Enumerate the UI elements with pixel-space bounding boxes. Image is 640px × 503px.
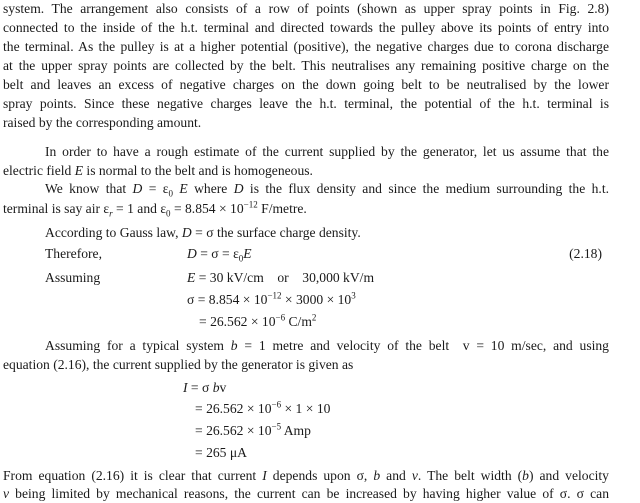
text: terminal is say air ε xyxy=(3,201,110,216)
label: Therefore, xyxy=(45,246,102,261)
var: D xyxy=(132,181,143,196)
text: = 30 kV/cm or 30,000 kV/m xyxy=(195,270,375,285)
text-line xyxy=(45,180,609,198)
text: = 26.562 × 10 xyxy=(199,314,276,329)
sup: 2 xyxy=(311,312,317,323)
text: We know that xyxy=(45,181,133,196)
text: = σ the surface charge density. xyxy=(191,225,361,240)
text: is normal to the belt and is homogeneous. xyxy=(83,163,313,178)
sup: −6 xyxy=(275,312,286,323)
text: σ = 8.854 × 10 xyxy=(187,292,268,307)
label: Assuming xyxy=(45,270,101,285)
var: E xyxy=(187,270,196,285)
text-line: at the upper spray points are collected by the belt. This neutralises any remaining positive charge on the xyxy=(3,58,609,73)
var: b xyxy=(230,338,238,353)
text: and xyxy=(380,468,412,483)
sub: 0 xyxy=(238,253,244,264)
text-line: raised by the corresponding amount. xyxy=(3,115,202,130)
equation xyxy=(183,379,226,397)
text-line xyxy=(3,485,609,503)
text-line: system. The arrangement also consists of a row of points (shown as upper spray points in Fig. 2.8) xyxy=(3,1,609,16)
text-line: In order to have a rough estimate of the current supplied by the generator, let us assume that the xyxy=(45,144,609,159)
text: = 26.562 × 10 xyxy=(195,401,272,416)
equation xyxy=(187,269,374,287)
text-line: the terminal. As the pulley is at a higher potential (positive), the negative charges due to corona discharge xyxy=(3,39,609,54)
sub: 0 xyxy=(166,208,171,219)
var: D xyxy=(233,181,244,196)
var: b xyxy=(373,468,381,483)
var: E xyxy=(173,181,188,196)
text: = 1 metre and velocity of the belt v = 10 m/sec, and using xyxy=(237,338,609,353)
text: depends upon σ, xyxy=(266,468,374,483)
text-line xyxy=(3,467,609,485)
sup: −12 xyxy=(267,290,282,301)
sup: −5 xyxy=(271,421,282,432)
text-line xyxy=(3,162,609,180)
text-line: connected to the inside of the h.t. terminal and directed towards the pulley above its points of entry into xyxy=(3,20,609,35)
text: . The belt width ( xyxy=(417,468,523,483)
var: v xyxy=(3,486,10,501)
text: C/m xyxy=(285,314,312,329)
var: v xyxy=(411,468,418,483)
var: E xyxy=(74,163,84,178)
var: I xyxy=(183,380,188,395)
text: Amp xyxy=(281,423,311,438)
var: D xyxy=(187,246,197,261)
text-line xyxy=(3,200,609,218)
equation: = 265 μA xyxy=(195,445,247,460)
text: = σ xyxy=(187,380,213,395)
text: being limited by mechanical reasons, the current can be increased by having higher value of σ. σ can xyxy=(9,486,609,501)
text: = 1 and ε xyxy=(112,201,167,216)
text: ) and velocity xyxy=(528,468,609,483)
sup: 3 xyxy=(351,290,356,301)
text: = σ = ε xyxy=(196,246,239,261)
text: where xyxy=(187,181,234,196)
text: × 1 × 10 xyxy=(281,401,331,416)
text-line xyxy=(45,224,361,242)
text: From equation (2.16) it is clear that current xyxy=(3,468,263,483)
equation-number: (2.18) xyxy=(569,246,602,261)
var: E xyxy=(243,246,252,261)
var: b xyxy=(212,380,220,395)
text: electric field xyxy=(3,163,75,178)
text-line xyxy=(45,337,609,355)
text: = 26.562 × 10 xyxy=(195,423,272,438)
sup: −6 xyxy=(271,399,282,410)
text: According to Gauss law, xyxy=(45,225,182,240)
text: × 3000 × 10 xyxy=(281,292,352,307)
text: v xyxy=(219,380,227,395)
equation xyxy=(195,422,311,440)
text-line: belt and leaves an excess of negative charges on the down going belt to be neutralised by the lower xyxy=(3,77,609,92)
equation xyxy=(187,245,252,263)
text: is the flux density and since the medium surrounding the h.t. xyxy=(243,181,610,196)
sup: −12 xyxy=(243,199,258,210)
text: Assuming for a typical system xyxy=(45,338,231,353)
equation xyxy=(199,313,316,331)
var: r xyxy=(109,208,113,219)
equation xyxy=(187,291,356,309)
var: I xyxy=(262,468,267,483)
equation xyxy=(195,400,330,418)
var: b xyxy=(522,468,529,483)
text: F/metre. xyxy=(257,201,307,216)
text: = ε xyxy=(142,181,169,196)
sub: 0 xyxy=(168,188,174,199)
text-line: spray points. Since these negative charges leave the h.t. terminal, the potential of the h.t. terminal is xyxy=(3,96,609,111)
text: = 8.854 × 10 xyxy=(170,201,244,216)
var: D xyxy=(181,225,192,240)
text-line: equation (2.16), the current supplied by the generator is given as xyxy=(3,357,354,372)
